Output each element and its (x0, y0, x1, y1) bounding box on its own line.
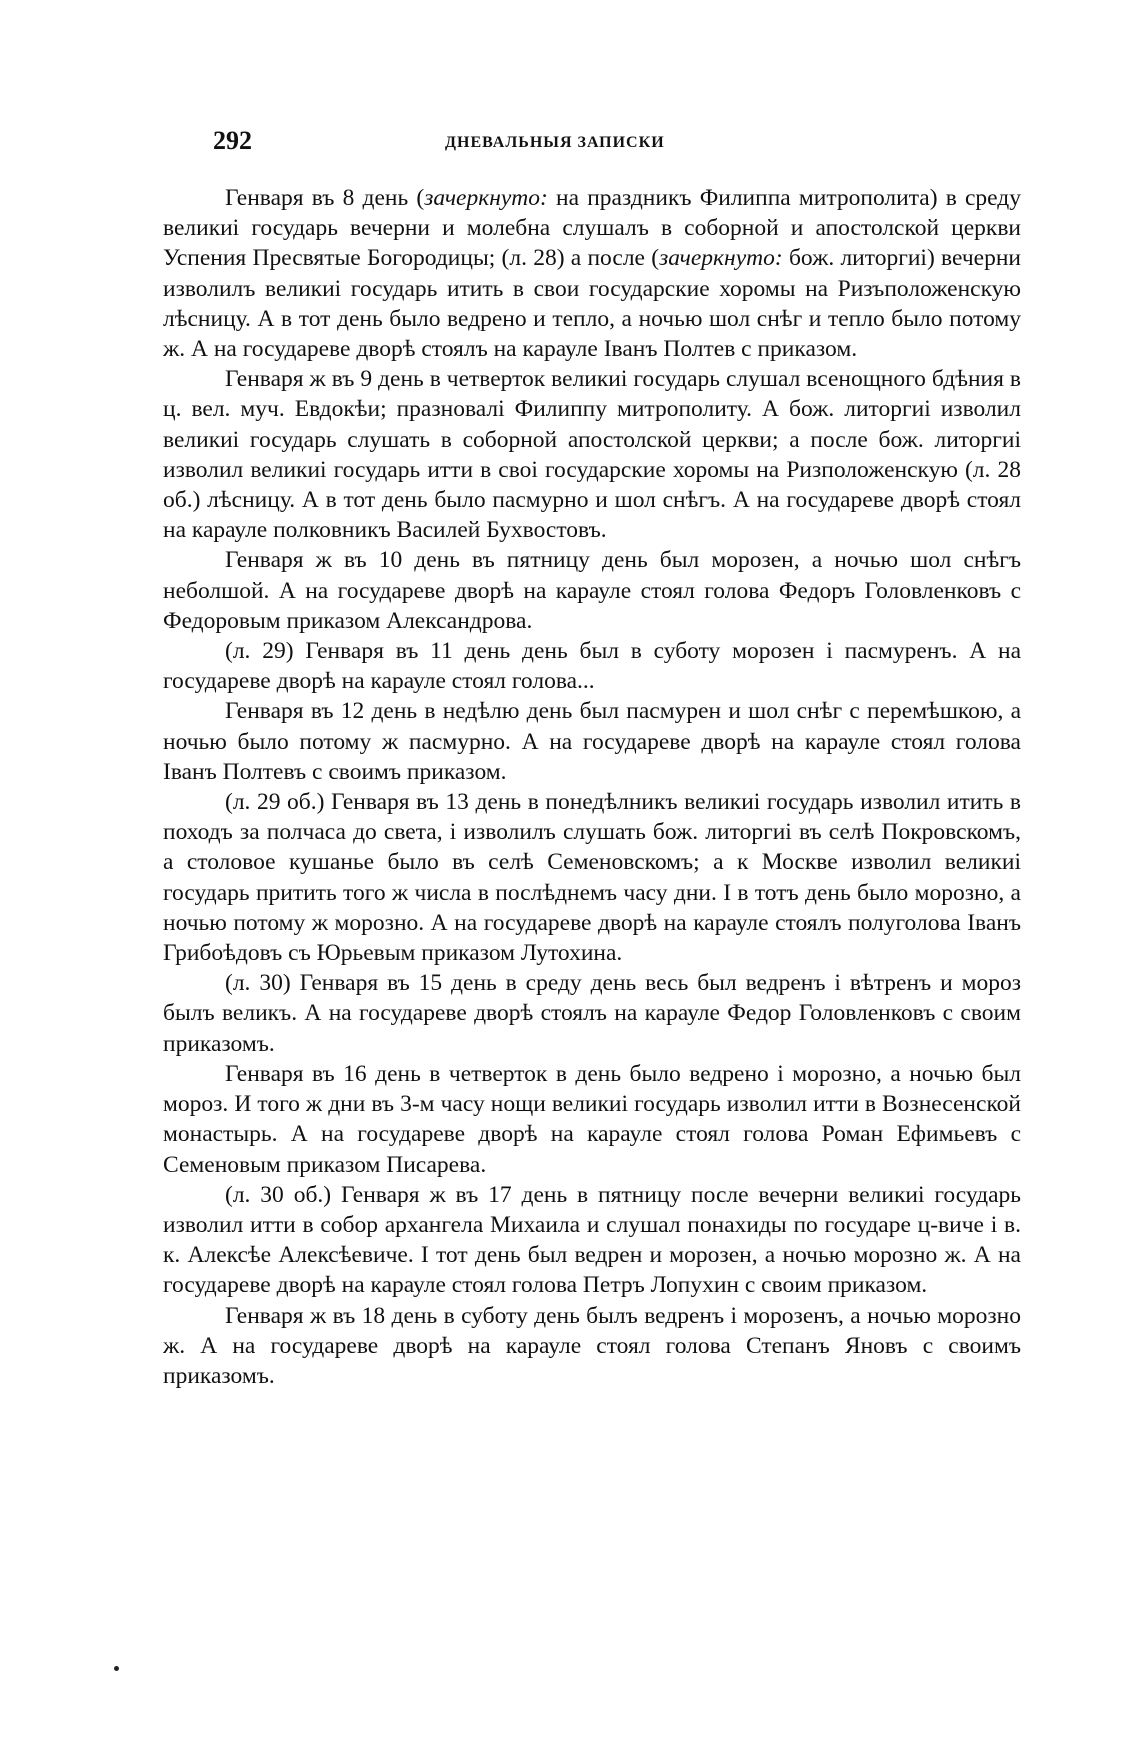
paragraph-2: Генваря ж въ 9 день в четверток великиі государь слушал всенощного бдѣния в ц. вел. муч. Евдокѣи; празновалі Филиппу митрополиту. А бож. литоргиі изволил великиі государь слушать в соборной апостолской церкви; а после бож. литоргиі изволил великиі государь итти в своі государские хоромы на Ризположенскую (л. 28 об.) лѣсницу. А в тот день было пасмурно и шол снѣгъ. А на государеве дворѣ стоял на карауле полковникъ Василей Бухвостовъ. (163, 366, 1021, 544)
running-title: ДНЕВАЛЬНЫЯ ЗАПИСКИ (445, 134, 665, 151)
paragraph-4: (л. 29) Генваря въ 11 день день был в суботу морозен і пасмуренъ. А на государеве дворѣ на карауле стоял голова... (163, 638, 1021, 695)
text-body (163, 183, 1021, 1391)
paragraph-8: Генваря въ 16 день в четверток в день было ведрено і морозно, а ночью был мороз. И того ж дни въ 3-м часу нощи великиі государь изволил итти в Вознесенской монастырь. А на государеве дворѣ на карауле стоял голова Роман Ефимьевъ с Семеновым приказом Писарева. (163, 1060, 1021, 1178)
page-header (213, 124, 995, 158)
paragraph-3: Генваря ж въ 10 день въ пятницу день был морозен, а ночью шол снѣгъ неболшой. А на государеве дворѣ на карауле стоял голова Федоръ Головленковъ с Федоровым приказом Александрова. (163, 547, 1021, 634)
paragraph-6: (л. 29 об.) Генваря въ 13 день в понедѣлникъ великиі государь изволил итить в походъ за полчаса до света, і изволилъ слушать бож. литоргиі въ селѣ Покровскомъ, а столовое кушанье было въ селѣ Семеновскомъ; а к Москве изволил великиі государь притить того ж числа в послѣднемъ часу дни. І в тотъ день было морозно, а ночью потому ж морозно. А на государеве дворѣ на карауле стоялъ полуголова Іванъ Грибоѣдовъ съ Юрьевым приказом Лутохина. (163, 789, 1021, 967)
page-number: 292 (213, 126, 252, 155)
print-speck (114, 1666, 119, 1671)
paragraph-10: Генваря ж въ 18 день в суботу день былъ ведренъ і морозенъ, а ночью морозно ж. А на государеве дворѣ на карауле стоял голова Степанъ Яновъ с своимъ приказомъ. (163, 1302, 1021, 1389)
strikethrough-note: зачеркнуто: (659, 245, 783, 272)
paragraph-1: Генваря въ 8 день (зачеркнуто: на праздникъ Филиппа митрополита) в среду великиі государь вечерни и молебна слушалъ в соборной и апостолской церкви Успения Пресвятые Богородицы; (л. 28) а после (зачеркнуто: бож. литоргиі) вечерни изволилъ великиі государь итить в свои государские хоромы на Ризъположенскую лѣсницу. А в тот день было ведрено и тепло, а ночью шол снѣг и тепло было потому ж. А на государеве дворѣ стоялъ на карауле Іванъ Полтев с приказом. (163, 185, 1021, 363)
strikethrough-note: зачеркнуто: (424, 185, 548, 211)
paragraph-5: Генваря въ 12 день в недѣлю день был пасмурен и шол снѣг с перемѣшкою, а ночью было потому ж пасмурно. А на государеве дворѣ на карауле стоял голова Іванъ Полтевъ с своимъ приказом. (163, 698, 1021, 785)
paragraph-7: (л. 30) Генваря въ 15 день в среду день весь был ведренъ і вѣтренъ и мороз былъ великъ. А на государеве дворѣ стоялъ на карауле Федор Головленковъ с своим приказомъ. (163, 970, 1021, 1057)
paragraph-9: (л. 30 об.) Генваря ж въ 17 день в пятницу после вечерни великиі государь изволил итти в собор архангела Михаила и слушал понахиды по государе ц-виче і в. к. Алексѣе Алексѣевиче. І тот день был ведрен и морозен, а ночью морозно ж. А на государеве дворѣ на карауле стоял голова Петръ Лопухин с своим приказом. (163, 1181, 1021, 1299)
